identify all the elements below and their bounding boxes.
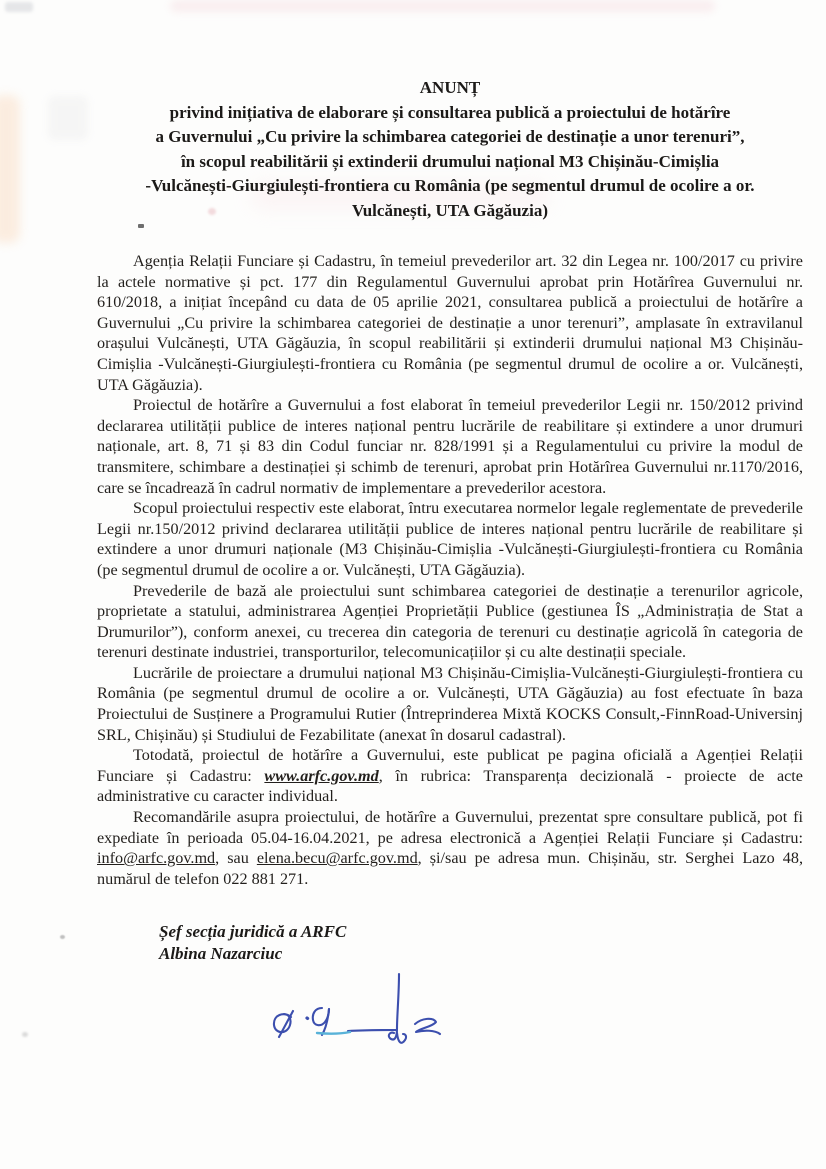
publication-text: Totodată, proiectul de hotărîre a Guvernului, este publicat pe pagina oficială a Agenției Relații Funciare și Cadastru:	[97, 746, 803, 785]
document-title-line: în scopul reabilitării și extinderii drumului național M3 Chișinău-Cimișlia	[180, 151, 720, 171]
signature-block	[159, 921, 803, 965]
website-link: www.arfc.gov.md	[264, 766, 379, 785]
document-title-line: ANUNȚ	[419, 78, 481, 97]
paragraph-publication	[97, 745, 803, 807]
email-link-elena-becu: elena.becu@arfc.gov.md	[256, 849, 418, 868]
scan-speck	[60, 935, 65, 939]
recommendations-text-after: , și/sau pe adresa mun. Chișinău, str. Serghei Lazo 48, numărul de telefon 022 881 271.	[97, 849, 803, 888]
paragraph-legal-basis: Agenția Relații Funciare și Cadastru, în temeiul prevederilor art. 32 din Legea nr. 100/2017 cu privire la actele normative și pct. 177 din Regulamentul Guvernului aprobat prin Hotărîrea Guvernului nr. 610/2018, a inițiat începând cu data de 05 aprilie 2021, consultarea publică a proiectului de hotărîre a Guvernului „Cu privire la schimbarea categoriei de destinație a unor terenuri”, amplasate în extravilanul orașului Vulcănești, UTA Găgăuzia, în scopul reabilitării și extinderii drumului național M3 Chișinău-Cimișlia -Vulcănești-Giurgiulești-frontiera cu România (pe segmentul drumul de ocolire a or. Vulcănești, UTA Găgăuzia).	[97, 252, 803, 394]
scan-smudge	[0, 95, 20, 243]
signer-name: Albina Nazarciuc	[159, 944, 283, 964]
email-link-info: info@arfc.gov.md	[97, 849, 216, 868]
document-title-line: privind inițiativa de elaborare și consultarea publică a proiectului de hotărîre	[169, 102, 731, 122]
scan-smudge	[5, 2, 33, 12]
document-title-line: Vulcănești, UTA Găgăuzia)	[352, 200, 548, 220]
document-title-line: a Guvernului „Cu privire la schimbarea categoriei de destinație a unor terenuri”,	[155, 127, 745, 146]
scan-speck	[22, 1032, 28, 1037]
publication-text-after: , în rubrica: Transparența decizională - proiecte de acte administrative cu caracter individual.	[97, 766, 803, 806]
paragraph-elaboration: Proiectul de hotărîre a Guvernului a fost elaborat în temeiul prevederilor Legii nr. 150/2012 privind declararea utilității publice de interes național pentru lucrările de reabilitare și extindere a unor drumuri naționale, art. 8, 71 și 83 din Codul funciar nr. 828/1991 și a Regulamentului cu privire la modul de transmitere, schimbare a destinației și schimb de terenuri, aprobat prin Hotărîrea Guvernului nr.1170/2016, care se încadrează în cadrul normativ de implementare a prevederilor acestora.	[97, 396, 803, 497]
signature-light-stroke	[317, 1032, 350, 1034]
paragraph-purpose: Scopul proiectului respectiv este elaborat, întru executarea normelor legale reglementate de prevederile Legii nr.150/2012 privind declararea utilității publice de interes național pentru lucrările de reabilitare și extindere a unor drumuri naționale (M3 Chișinău-Cimișlia -Vulcănești-Giurgiulești-frontiera cu România (pe segmentul drumul de ocolire a or. Vulcănești, UTA Găgăuzia).	[97, 499, 803, 579]
recommendations-text: Recomandările asupra proiectului, de hotărîre a Guvernului, prezentat spre consultare publică, pot fi expediate în perioada 05.04-16.04.2021, pe adresa electronică a Agenției Relații Funciare și Cadastru:	[97, 808, 803, 847]
document-title	[97, 76, 803, 223]
document-title-line: -Vulcănești-Giurgiulești-frontiera cu România (pe segmentul drumul de ocolire a or.	[145, 176, 755, 195]
recommendations-text-mid: , sau	[215, 849, 257, 868]
paragraph-recommendations	[97, 807, 803, 889]
handwritten-signature	[260, 968, 470, 1063]
scan-smudge	[170, 0, 715, 12]
scan-smudge	[48, 96, 88, 140]
signer-role: Șef secția juridică a ARFC	[159, 922, 347, 942]
paragraph-design-works: Lucrările de proiectare a drumului național M3 Chișinău-Cimișlia-Vulcănești-Giurgiulești-frontiera cu România (pe segmentul drumul de ocolire a or. Vulcănești, UTA Găgăuzia) au fost efectuate în baza Proiectului de Susținere a Programului Rutier (Întreprinderea Mixtă KOCKS Consult,-FinnRoad-Universinj SRL, Chișinău) și Studiului de Fezabilitate (anexat în dosarul cadastral).	[97, 663, 803, 744]
document-body	[97, 251, 803, 889]
paragraph-main-provisions: Prevederile de bază ale proiectului sunt schimbarea categoriei de destinație a terenurilor agricole, proprietate a statului, administrarea Agenției Proprietății Publice (gestiunea ÎS „Administrația de Stat a Drumurilor”), conform anexei, cu trecerea din categoria de terenuri cu destinație agricolă în categoria de terenuri destinate industriei, transporturilor, telecomunicațiilor și cu alte destinații speciale.	[97, 581, 803, 662]
